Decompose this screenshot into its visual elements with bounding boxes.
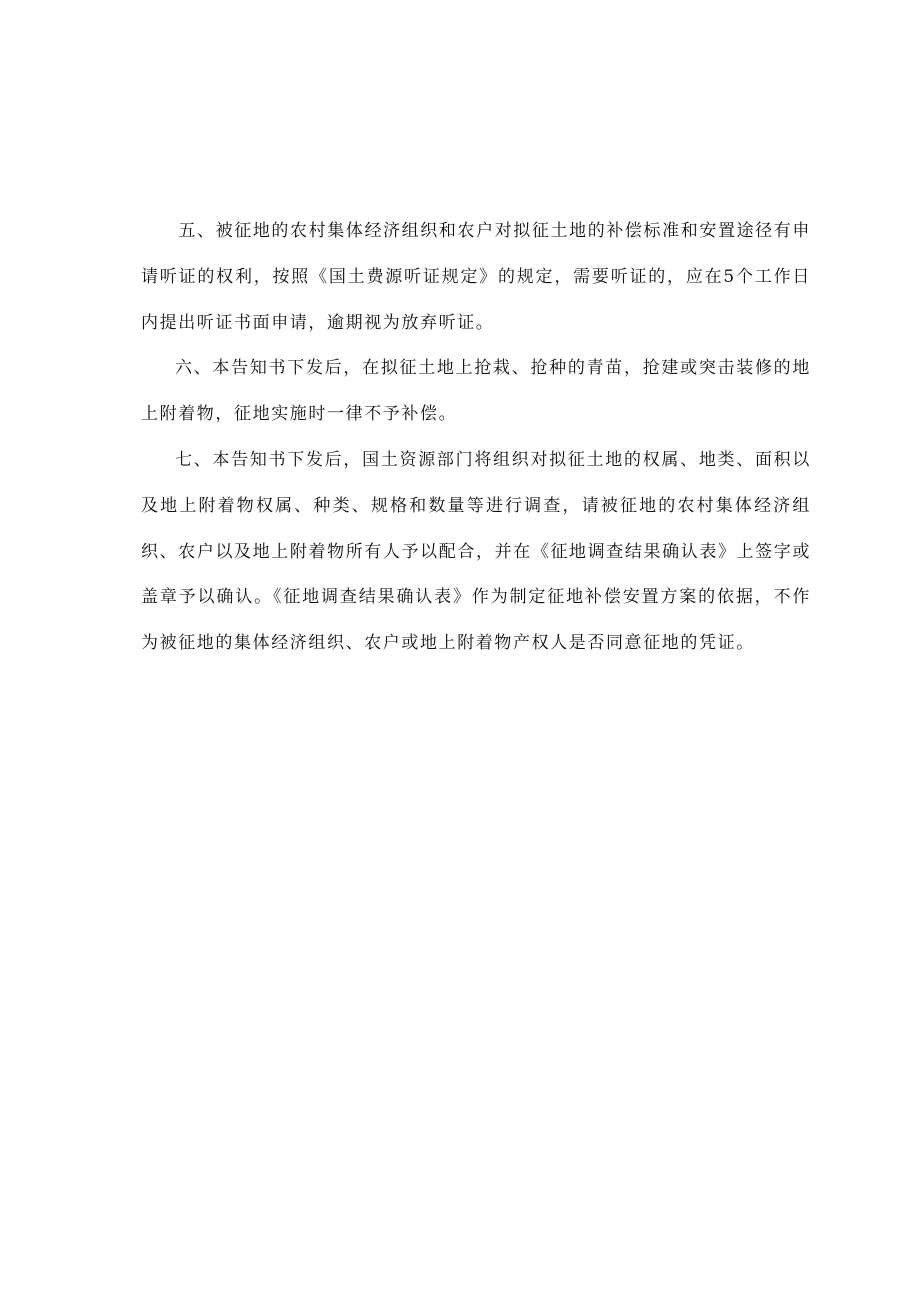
paragraph-item-6: 六、本告知书下发后，在拟征土地上抢栽、抢种的青苗，抢建或突击装修的地上附着物，征地实施时一律不予补偿。 [141,358,811,425]
document-body [141,209,811,667]
paragraph-item-5: 五、被征地的农村集体经济组织和农户对拟征土地的补偿标准和安置途径有申请听证的权利，按照《国土费源听证规定》的规定，需要听证的，应在5个工作日内提出听证书面申请，逾期视为放弃听证。 [141,221,811,333]
paragraph-item-7: 七、本告知书下发后，国土资源部门将组织对拟征土地的权属、地类、面积以及地上附着物权属、种类、规格和数量等进行调查，请被征地的农村集体经济组织、农户以及地上附着物所有人予以配合，并在《征地调查结果确认表》上签字或盖章予以确认。《征地调查结果确认表》作为制定征地补偿安置方案的依据，不作为被征地的集体经济组织、农户或地上附着物产权人是否同意征地的凭证。 [141,449,811,654]
